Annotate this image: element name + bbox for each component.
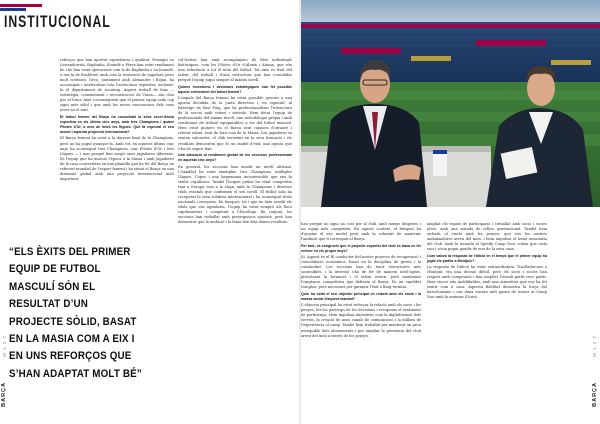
body-paragraph: col·lectiva han anat acompanyats de fites individuals històriques, com les Pilotes d'Or d'Alexia i Aitana, que són una referència a tot el món del futbol. Tot això és fruit del talent, del treball i d'una estructura que han consolidat perquè l'equip jugui sempre al màxim nivell. (178, 58, 292, 83)
left-page (0, 0, 299, 424)
brand-stripe-garnet (0, 4, 42, 7)
interview-question: Una valoració al rendiment global de les seccions professionals en aquesta cinc anys? (178, 153, 292, 163)
left-column-b (178, 58, 292, 418)
interview-photo (301, 0, 600, 207)
folio-right-brand: BARÇA (592, 382, 598, 407)
body-paragraph: El Barça femení ha estat a la darrera final de la Champions, però no ha pogut guanyar-la. Amb tot, en aquests últims cinc anys ha aconseguit tres Champions, cinc Pilotes d'Or i tres Lligues — i mai perquè han sorgit unes jugadores diferents. Es l'equip que ha marcat l'època a la Masia i amb jugadores de la casa convertides en una plantilla que ha fet del Barça un referent mundial de l'esport femení i ha situat el Barça en una dimensió global amb una projecció internacional molt important. (60, 136, 174, 181)
left-column-a (60, 58, 174, 246)
folio-left-brand: BARÇA (1, 382, 7, 407)
body-paragraph: L'objectiu principal ha estat reforçar la relació amb els socis i les penyes, fer-los partícips de les decisions i recuperar el sentiment de pertinença. Hem impulsat iniciatives com la digitalització dels serveis, la creació de nous canals de comunicació i la millora de l'experiència al camp. També hem treballat per mantenir un preu assequible dels abonaments i per ampliar la presència del club arreu del món a través de les penyes. (301, 303, 421, 338)
section-label: INSTITUCIONAL (4, 12, 111, 31)
body-paragraph: En general, les seccions han assolit un nivell altíssim. L'handbol ha estat exemplar: tres Champions, múltiples Lligues, Copes i una hegemonia incontestable que ens fa sentir orgullosos. També l'hoquei patins ha estat competitiu tant a Europa com a la Lliga, amb la Champions i diversos títols estatals que confirmen el seu nivell. El futbol sala ha recuperat la seva solidesa internacional i ha aconseguit títols nacionals i europeus. En bàsquet, tot i que no hem assolit els títols que ens agradaria, l'equip ha estat sempre als llocs capdavanters i competint a l'Eurolliga. En conjunt, les seccions han treballat amb pressupostos ajustats, però han demostrat que la ambició i la feina ben feta donen resultats. (178, 164, 292, 225)
interview-question: Quin ha estat el seu objectiu principal en relació amb els socis i la massa social d'aquest mandat? (301, 291, 421, 302)
right-column-b (427, 222, 547, 422)
body-paragraph: La resposta de l'afició ha estat extraordinària. Traslladar-nos a Montjuïc era una decisió difícil, però els socis i sòcies han respost amb compromís i han omplert l'estadi partit rere partit. Hem viscut nits inoblidables, amb una atmosfera que ens ha fet sentir com a casa. Aquesta fidelitat demostra la força del barcelonisme i ens dona encara més ganes de tornar al Camp Nou amb la mateixa il·lusió. (427, 265, 547, 300)
folio-right-side: M 1 2 7 (592, 335, 597, 358)
pull-quote: “ELS ÈXITS DEL PRIMER EQUIP DE FUTBOL MASCULÍ SÓN EL RESULTAT D’UN PROJECTE SÒLID, BASAT EN LA MASIA COM A EIX I EN UNS REFORÇOS QUE S’HAN ADAPTAT MOLT BÉ” (9, 246, 142, 380)
body-paragraph: han perquè no sigui un cost per al club, amb menys despeses i un equip més competitiu. En aquest context, el bàsquet ha d'ajustar el seu model però amb la voluntat de mantenir l'ambició que li correspon al Barça. (301, 222, 421, 242)
interview-question: Quines inversions i decisions estratègiques han fet possible aquest creixement del futbol femení? (178, 84, 292, 94)
body-paragraph: ampliat els espais de participació i treballat amb socis i socies joves, amb una mirada de relleu generacional. També hem enfortit el vincle amb les penyes, que són les nostres ambaixadores arreu del món, i hem impulsat el teixit associatiu del club. Amb la tornada al Spotify Camp Nou, volem que cada soci i sòcia pugui gaudir de nou de la seva casa. (427, 222, 547, 252)
body-paragraph: L'impuls del Barça femení ha estat possible gràcies a una aposta decidida de la junta directiva i, en especial, al lideratge de Xavi Puig, que ha professionalitzat l'estructura de la secció amb criteri i mètode. Hem dotat l'equip de professionals del màxim nivell, una metodologia pròpia i amb condicions de treball equiparables a les del futbol masculí. Hem estat pioners en el Barça sent capaces d'atraure i retenir talent, tant de fora com de la Masia. Les jugadores se senten valorades, el club invertint en la seva formació i els resultats demostren que és un model d'èxit, una aposta que s'ha de seguir fent. (178, 96, 292, 151)
brand-stripe-blue (0, 8, 26, 11)
right-column-a (301, 222, 421, 422)
body-paragraph: Sí. Aquest és el fil conductor del nostre projecte de recuperació i consolidació econòmica, basat en la disciplina de gestió i la continuïtat. Les seccions han de tenir estructures més sostenibles, i la inversió s'ha de fer de manera intel·ligent, prioritzant la formació i el talent intern, però mantenint l'exigència competitiva que defineix el Barça. És un equilibri complex, però necessari per garantir l'èxit a llarg termini. (301, 255, 421, 290)
body-paragraph: reforços que han aportat experiència i qualitat. Pensiqui en Lewandowski, Raphinha, Koundé o Pèrez han estat rendiment bo i bo han estat operacions com la de Raphinha o en Koundé, o ara la de Rashford, amb com la renovació de jugadors joves molt cotitzats. Deco, juntament amb Alexandre i Bojan, ha aconseguit i modernitzat tota l'estructura esportiva, incloent-hi el departament de scouting. Aquest treball de fons —estratègia, coneixement i reconstrucció de l'àrea— són clau per al futur. Això s'aconsegueix que el primer equip cada cop sigui més sòlid i que amb les noves renovacions dels seus joves no el miri. (60, 58, 174, 113)
interview-question: Per tant, es congrueix que el projecte esportiu del club es basa en fer créixer en els proper anys? (301, 243, 421, 253)
interview-question: Com valora la resposta de l'afició en el temps que el primer equip ha jugat els partits a Montjuïc? (427, 253, 547, 263)
interview-question: El futbol femení del Barça ha consolidat la seva excel·lència esportiva en els últims cinc anys, amb tres Champions i quatre Pilotes d'Or, a més de totes les lligues. Què fa especial el seu model i aquesta projecció internacional? (60, 115, 174, 135)
folio-left-side: M 1 2 7 (2, 335, 7, 358)
